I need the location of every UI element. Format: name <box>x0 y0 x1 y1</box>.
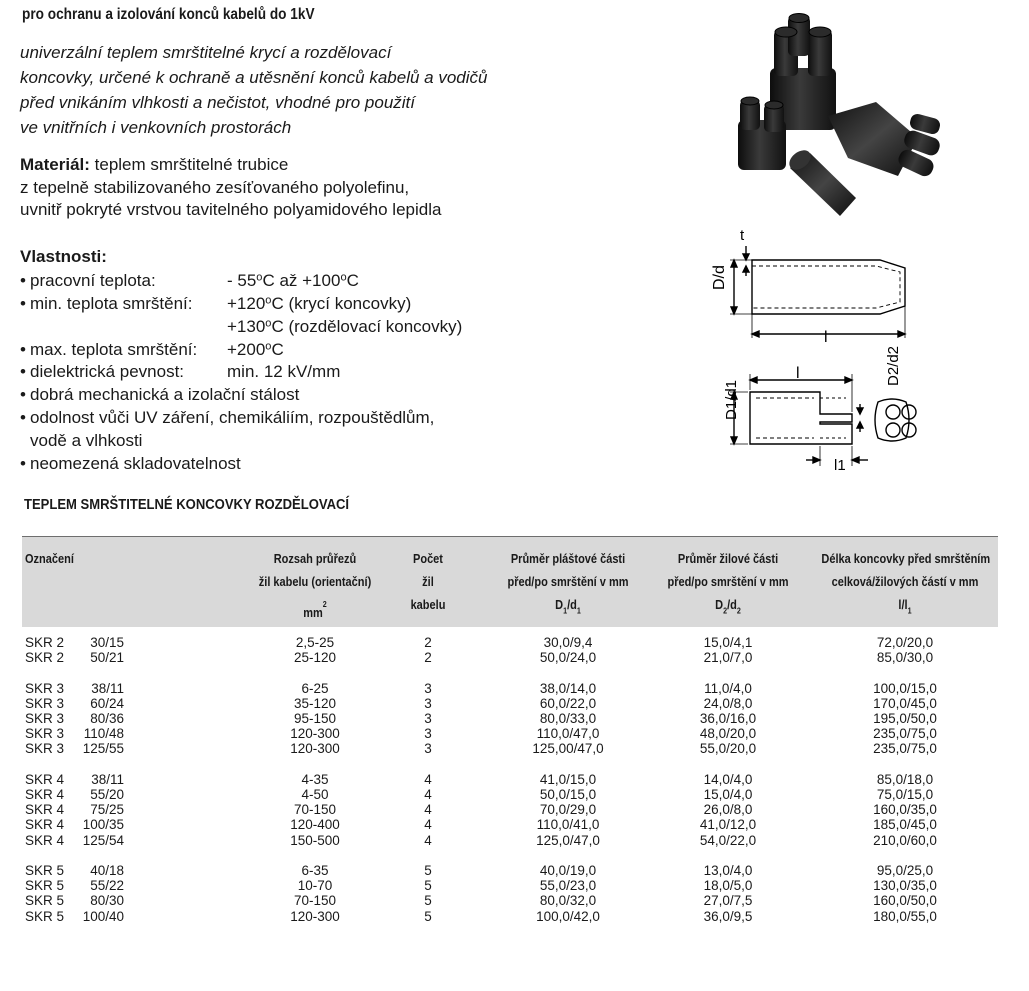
intro-line: ve vnitřních i venkovních prostorách <box>20 118 292 137</box>
cell-core-count: 3 <box>424 741 432 757</box>
cell-sheath-diameter: 55,0/23,0 <box>539 878 597 894</box>
lying-breakout-boot <box>828 102 942 179</box>
header-length: Délka koncovky před smrštěním <box>821 552 991 566</box>
cell-size: 100/35 <box>82 817 124 833</box>
cell-cross-section: 6-25 <box>301 680 329 696</box>
cell-cross-section: 35-120 <box>293 695 337 711</box>
cell-designation: SKR 5 <box>25 863 65 878</box>
cell-core-diameter: 24,0/8,0 <box>703 695 753 711</box>
cell-core-diameter: 26,0/8,0 <box>703 802 753 818</box>
cell-cross-section: 120-300 <box>290 726 340 742</box>
cell-length: 85,0/18,0 <box>876 771 934 787</box>
cell-length: 195,0/50,0 <box>873 711 937 726</box>
property-label: pracovní teplota: <box>30 271 156 290</box>
cell-sheath-diameter: 41,0/15,0 <box>539 771 597 787</box>
cell-designation: SKR 5 <box>25 893 65 909</box>
cell-core-diameter: 18,0/5,0 <box>703 878 753 894</box>
cell-cross-section: 70-150 <box>293 802 337 818</box>
header-core-diameter: Průměr žilové části <box>677 552 779 566</box>
cell-sheath-diameter: 60,0/22,0 <box>539 695 597 711</box>
cell-core-diameter: 36,0/9,5 <box>703 908 753 924</box>
properties-title: Vlastnosti: <box>20 247 107 266</box>
intro-line: univerzální teplem smrštitelné krycí a rozdělovací <box>20 43 392 62</box>
cell-sheath-diameter: 100,0/42,0 <box>536 908 600 924</box>
label-D2-d2: D2/d2 <box>885 345 902 386</box>
header-cross-section: žil kabelu (orientační) <box>258 575 372 589</box>
cell-size: 50/21 <box>90 650 124 666</box>
cell-cross-section: 120-300 <box>290 741 340 757</box>
cell-sheath-diameter: 80,0/33,0 <box>539 711 597 726</box>
header-core-count: Počet <box>413 552 443 566</box>
intro-text <box>20 40 487 140</box>
cell-size: 55/20 <box>90 787 124 802</box>
header-core-count: kabelu <box>410 598 446 612</box>
cell-cross-section: 6-35 <box>301 863 329 878</box>
cell-designation: SKR 3 <box>25 726 65 742</box>
property-label: dobrá mechanická a izolační stálost <box>30 385 300 404</box>
header-core-diameter: $D_2/d_2$ <box>715 598 741 616</box>
cell-size: 110/48 <box>83 726 124 742</box>
cell-length: 85,0/30,0 <box>876 650 934 666</box>
cell-sheath-diameter: 50,0/24,0 <box>539 650 597 666</box>
bullet-icon: • <box>20 408 26 427</box>
cell-size: 60/24 <box>90 695 124 711</box>
label-l: l <box>824 329 828 346</box>
header-core-diameter: před/po smrštění v mm <box>667 575 789 589</box>
cell-cross-section: 10-70 <box>297 878 333 894</box>
header-sheath-diameter: $D_1/d_1$ <box>555 598 581 616</box>
cell-sheath-diameter: 40,0/19,0 <box>539 863 597 878</box>
cell-designation: SKR 4 <box>25 787 65 802</box>
property-label: max. teplota smrštění: <box>30 340 198 359</box>
cell-size: 100/40 <box>82 908 124 924</box>
property-item <box>20 294 193 314</box>
cell-designation: SKR 3 <box>25 680 65 696</box>
cell-designation: SKR 4 <box>25 832 65 848</box>
cell-designation: SKR 3 <box>25 711 65 726</box>
cell-length: 170,0/45,0 <box>873 695 937 711</box>
intro-line: před vnikáním vlhkosti a nečistot, vhodné pro použití <box>20 93 415 112</box>
cell-length: 235,0/75,0 <box>873 741 937 757</box>
label-t: t <box>740 227 745 244</box>
cap-drawing <box>730 246 905 338</box>
property-item <box>20 340 197 360</box>
cell-core-count: 2 <box>424 635 432 650</box>
cell-designation: SKR 4 <box>25 771 65 787</box>
cell-cross-section: 25-120 <box>293 650 337 666</box>
material-line: z tepelně stabilizovaného zesíťovaného polyolefinu, <box>20 177 410 197</box>
material-line: uvnitř pokryté vrstvou tavitelného polyamidového lepidla <box>20 200 442 219</box>
cell-size: 125/55 <box>82 741 124 757</box>
cell-size: 125/54 <box>82 832 124 848</box>
cap-tube <box>786 146 856 216</box>
cell-core-count: 5 <box>424 863 432 878</box>
page-heading: pro ochranu a izolování konců kabelů do 1kV <box>22 6 315 23</box>
cell-size: 40/18 <box>90 863 124 878</box>
cell-size: 38/11 <box>91 771 124 787</box>
label-D-d: D/d <box>711 265 728 290</box>
cell-cross-section: 4-35 <box>301 771 329 787</box>
material-section <box>20 154 441 222</box>
cell-size: 80/36 <box>90 711 124 726</box>
cell-cross-section: 70-150 <box>293 893 337 909</box>
property-value: $+200^oC$ <box>227 340 284 359</box>
property-label: min. teplota smrštění: <box>30 294 193 313</box>
cell-core-diameter: 15,0/4,0 <box>703 787 753 802</box>
label-l1: l1 <box>834 457 846 474</box>
cell-cross-section: 2,5-25 <box>295 635 335 650</box>
cell-length: 210,0/60,0 <box>873 832 937 848</box>
property-item <box>20 271 156 291</box>
cell-core-diameter: 36,0/16,0 <box>699 711 757 726</box>
cell-length: 160,0/35,0 <box>873 802 937 818</box>
cell-core-count: 3 <box>424 711 432 726</box>
property-item <box>20 362 184 382</box>
cell-core-count: 5 <box>424 878 432 894</box>
header-designation: Označení <box>25 552 74 566</box>
cell-sheath-diameter: 110,0/41,0 <box>536 817 600 833</box>
property-label: dielektrická pevnost: <box>30 362 185 381</box>
bullet-icon: • <box>20 271 26 290</box>
property-item <box>20 454 241 474</box>
header-cross-section: Rozsah průřezů <box>273 552 357 566</box>
cell-designation: SKR 4 <box>25 802 65 818</box>
cell-designation: SKR 2 <box>25 650 65 666</box>
small-breakout-boot <box>738 97 786 170</box>
cell-core-diameter: 48,0/20,0 <box>699 726 757 742</box>
property-value: - 55$^o$C až $+100^oC$ <box>227 271 359 290</box>
cell-designation: SKR 3 <box>25 695 65 711</box>
cell-core-count: 4 <box>424 817 432 833</box>
cell-sheath-diameter: 125,00/47,0 <box>532 741 604 757</box>
cell-core-diameter: 41,0/12,0 <box>699 817 757 833</box>
property-item <box>20 408 434 428</box>
cell-core-count: 4 <box>424 832 432 848</box>
property-item <box>30 431 142 451</box>
cell-designation: SKR 5 <box>25 908 65 924</box>
label-l-top: l <box>796 365 800 382</box>
property-label: vodě a vlhkosti <box>30 431 143 450</box>
cell-designation: SKR 4 <box>25 817 65 833</box>
cell-designation: SKR 2 <box>25 635 65 650</box>
property-value: min. 12 kV/mm <box>227 362 341 381</box>
cell-core-diameter: 14,0/4,0 <box>703 771 753 787</box>
bullet-icon: • <box>20 294 26 313</box>
cell-sheath-diameter: 125,0/47,0 <box>536 832 600 848</box>
bullet-icon: • <box>20 454 26 473</box>
cell-core-diameter: 54,0/22,0 <box>699 832 757 848</box>
header-sheath-diameter: před/po smrštění v mm <box>507 575 629 589</box>
cell-sheath-diameter: 110,0/47,0 <box>536 726 600 742</box>
cell-cross-section: 120-400 <box>290 817 340 833</box>
bullet-icon: • <box>20 362 26 381</box>
bullet-icon: • <box>20 385 26 404</box>
cell-length: 160,0/50,0 <box>873 893 937 909</box>
cell-core-count: 4 <box>424 802 432 818</box>
cell-core-diameter: 21,0/7,0 <box>703 650 753 666</box>
cell-core-count: 4 <box>424 787 432 802</box>
header-sheath-diameter: Průměr pláštové části <box>510 552 626 566</box>
property-label: odolnost vůči UV záření, chemikáliím, rozpouštědlům, <box>30 408 435 427</box>
cell-size: 80/30 <box>90 893 124 909</box>
cell-size: 38/11 <box>91 680 124 696</box>
product-photo <box>728 8 948 220</box>
cell-cross-section: 4-50 <box>301 787 329 802</box>
cell-cross-section: 95-150 <box>293 711 337 726</box>
cell-size: 75/25 <box>90 802 124 818</box>
header-length: $l/l_1$ <box>898 598 912 616</box>
cell-cross-section: 120-300 <box>290 908 340 924</box>
material-line: teplem smrštitelné trubice <box>89 155 289 174</box>
cell-length: 180,0/55,0 <box>873 908 937 924</box>
header-core-count: žil <box>422 575 434 589</box>
cell-core-diameter: 15,0/4,1 <box>703 635 753 650</box>
cell-length: 235,0/75,0 <box>873 726 937 742</box>
technical-diagram <box>690 226 920 476</box>
property-label: neomezená skladovatelnost <box>30 454 241 473</box>
cell-sheath-diameter: 70,0/29,0 <box>539 802 597 818</box>
cell-designation: SKR 5 <box>25 878 65 894</box>
header-length: celková/žilových částí v mm <box>831 575 979 589</box>
cell-core-count: 5 <box>424 893 432 909</box>
material-label: Materiál: <box>20 155 90 174</box>
cell-core-count: 3 <box>424 695 432 711</box>
cell-sheath-diameter: 80,0/32,0 <box>539 893 597 909</box>
bullet-icon: • <box>20 340 26 359</box>
cell-designation: SKR 3 <box>25 741 65 757</box>
cell-length: 185,0/45,0 <box>873 817 937 833</box>
cell-core-count: 5 <box>424 908 432 924</box>
property-value: $+120^oC$ (krycí koncovky) <box>227 294 412 313</box>
property-item <box>20 385 299 405</box>
cell-length: 72,0/20,0 <box>876 635 934 650</box>
intro-line: koncovky, určené k ochraně a utěsnění konců kabelů a vodičů <box>20 68 488 87</box>
cell-size: 30/15 <box>90 635 124 650</box>
cell-length: 95,0/25,0 <box>876 863 934 878</box>
cell-core-diameter: 27,0/7,5 <box>703 893 753 909</box>
cell-length: 100,0/15,0 <box>873 680 937 696</box>
cell-sheath-diameter: 30,0/9,4 <box>543 635 593 650</box>
table-title: TEPLEM SMRŠTITELNÉ KONCOVKY ROZDĚLOVACÍ <box>24 497 350 513</box>
cell-core-count: 3 <box>424 680 432 696</box>
property-value: $+130^oC$ (rozdělovací koncovky) <box>227 317 463 336</box>
cell-core-diameter: 13,0/4,0 <box>703 863 753 878</box>
cell-core-diameter: 11,0/4,0 <box>704 680 752 696</box>
breakout-drawing <box>730 374 916 466</box>
cell-core-diameter: 55,0/20,0 <box>699 741 757 757</box>
cell-core-count: 3 <box>424 726 432 742</box>
cell-cross-section: 150-500 <box>290 832 340 848</box>
cell-sheath-diameter: 50,0/15,0 <box>539 787 597 802</box>
header-cross-section: $mm^2$ <box>303 600 327 620</box>
label-D1-d1: D1/d1 <box>723 379 740 420</box>
cell-size: 55/22 <box>90 878 124 894</box>
cell-core-count: 4 <box>424 771 432 787</box>
cell-sheath-diameter: 38,0/14,0 <box>539 680 597 696</box>
cell-length: 75,0/15,0 <box>876 787 934 802</box>
cell-core-count: 2 <box>424 650 432 666</box>
cell-length: 130,0/35,0 <box>873 878 937 894</box>
